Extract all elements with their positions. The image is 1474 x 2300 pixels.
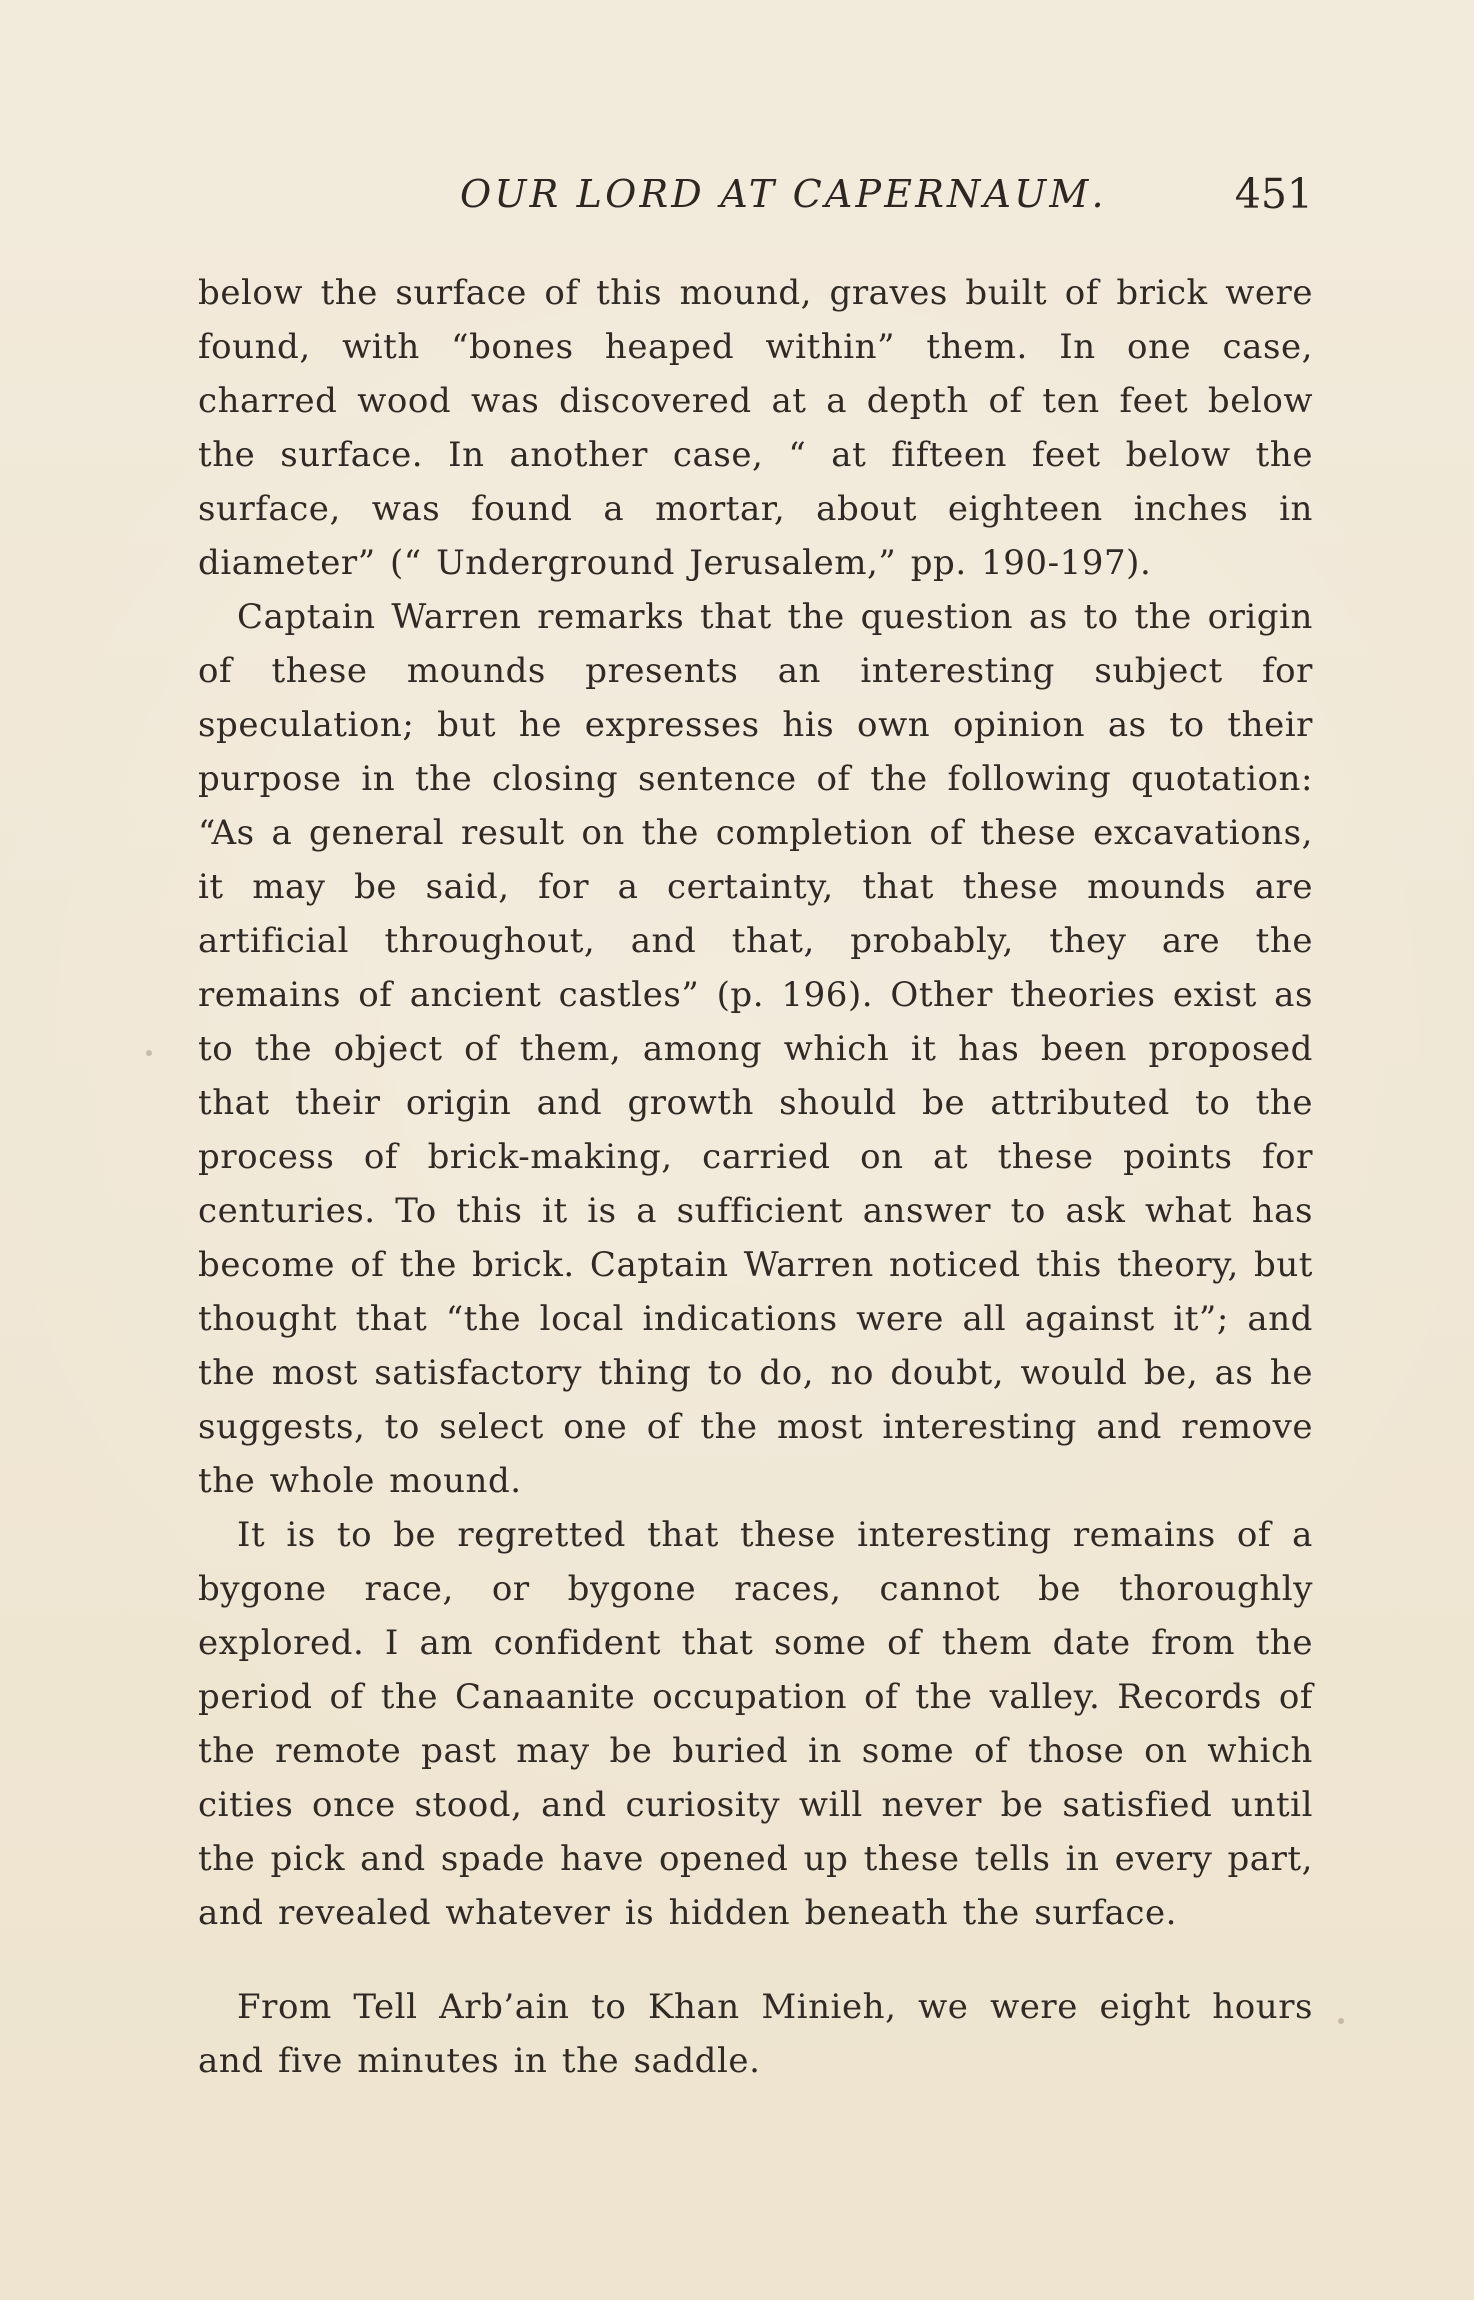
paragraph-3: It is to be regretted that these interesting remains of a bygone race, or bygone races, cannot be thoroughly explored. I am confident that some of them date from the period of the Canaanite occupation of the valley. Records of the remote past may be buried in some of those on which cities once stood, and curiosity will never be satisfied until the pick and spade have opened up these tells in every part, and revealed whatever is hidden beneath the surface. bbox=[198, 1515, 1313, 1933]
page-number: 451 bbox=[1234, 170, 1313, 218]
paragraph-2: Captain Warren remarks that the question as to the origin of these mounds presents an interesting subject for speculation; but he expresses his own opinion as to their purpose in the closing sentence of the following quotation: “As a general result on the completion of these excavations, it may be said, for a certainty, that these mounds are artificial throughout, and that, probably, they are the remains of ancient castles” (p. 196). Other theories exist as to the object of them, among which it has been proposed that their origin and growth should be attributed to the process of brick-making, carried on at these points for centuries. To this it is a sufficient answer to ask what has become of the brick. Captain Warren noticed this theory, but thought that “the local indications were all against it”; and the most satisfactory thing to do, no doubt, would be, as he suggests, to select one of the most interesting and remove the whole mound. bbox=[198, 597, 1313, 1501]
margin-speck bbox=[146, 1050, 152, 1056]
main-text bbox=[198, 266, 1313, 2088]
paragraph-1: below the surface of this mound, graves built of brick were found, with “bones heaped within” them. In one case, charred wood was discovered at a depth of ten feet below the surface. In another case, “ at fifteen feet below the surface, was found a mortar, about eighteen inches in diameter” (“ Underground Jerusalem,” pp. 190-197). bbox=[198, 273, 1313, 583]
paragraph-4: From Tell Arb’ain to Khan Minieh, we were eight hours and five minutes in the saddle. bbox=[198, 1987, 1313, 2081]
running-title: OUR LORD AT CAPERNAUM. bbox=[460, 172, 1107, 216]
margin-speck bbox=[1338, 2018, 1344, 2024]
running-header bbox=[198, 170, 1313, 230]
